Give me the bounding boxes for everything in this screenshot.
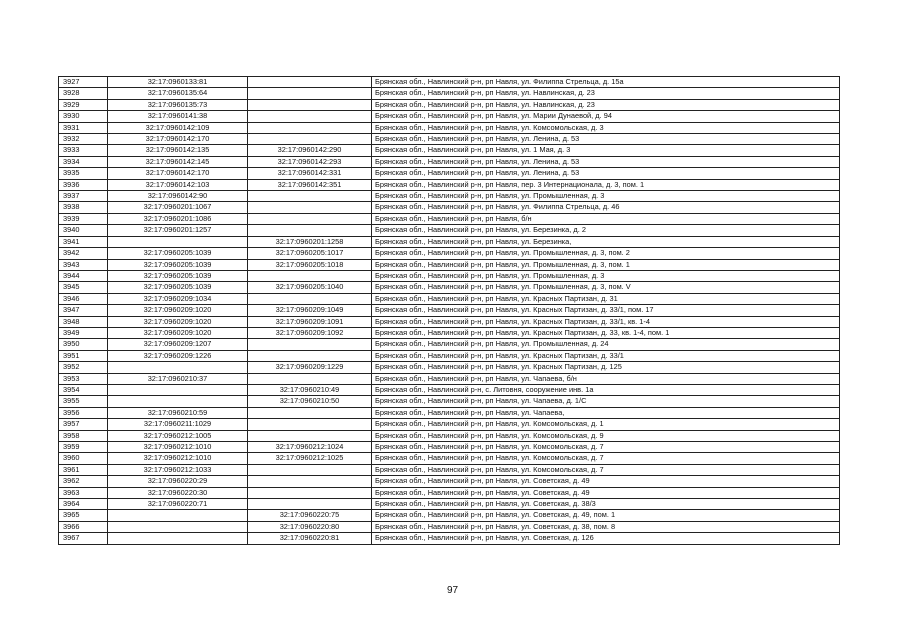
table-row <box>59 487 840 498</box>
object-cadastral-number-cell <box>248 270 372 281</box>
row-number-cell: 3952 <box>59 362 108 373</box>
table-row <box>59 316 840 327</box>
row-number-cell: 3963 <box>59 487 108 498</box>
object-cadastral-number-cell <box>248 134 372 145</box>
cadastral-number-cell: 32:17:0960210:59 <box>108 407 248 418</box>
table-row <box>59 533 840 544</box>
row-number-cell: 3947 <box>59 305 108 316</box>
address-cell: Брянская обл., Навлинский р-н, рп Навля, ул. Навлинская, д. 23 <box>372 88 840 99</box>
table-row <box>59 384 840 395</box>
table-row <box>59 476 840 487</box>
table-row <box>59 362 840 373</box>
address-cell: Брянская обл., Навлинский р-н, рп Навля, ул. Березинка, д. 2 <box>372 225 840 236</box>
row-number-cell: 3951 <box>59 350 108 361</box>
row-number-cell: 3959 <box>59 442 108 453</box>
row-number-cell: 3928 <box>59 88 108 99</box>
table-row <box>59 282 840 293</box>
row-number-cell: 3930 <box>59 111 108 122</box>
cadastral-number-cell <box>108 533 248 544</box>
row-number-cell: 3939 <box>59 213 108 224</box>
address-cell: Брянская обл., Навлинский р-н, рп Навля, ул. Филиппа Стрельца, д. 15а <box>372 77 840 88</box>
row-number-cell: 3936 <box>59 179 108 190</box>
address-cell: Брянская обл., Навлинский р-н, рп Навля, ул. Промышленная, д. 3, пом. 1 <box>372 259 840 270</box>
address-cell: Брянская обл., Навлинский р-н, рп Навля, ул. Комсомольская, д. 9 <box>372 430 840 441</box>
cadastral-number-cell: 32:17:0960142:145 <box>108 156 248 167</box>
row-number-cell: 3954 <box>59 384 108 395</box>
row-number-cell: 3933 <box>59 145 108 156</box>
cadastral-number-cell: 32:17:0960211:1029 <box>108 419 248 430</box>
address-cell: Брянская обл., Навлинский р-н, рп Навля, ул. Красных Партизан, д. 33, кв. 1-4, пом. 1 <box>372 327 840 338</box>
address-cell: Брянская обл., Навлинский р-н, рп Навля, ул. Комсомольская, д. 7 <box>372 442 840 453</box>
address-cell: Брянская обл., Навлинский р-н, рп Навля, ул. Советская, д. 38, пом. 8 <box>372 521 840 532</box>
row-number-cell: 3934 <box>59 156 108 167</box>
table-row <box>59 521 840 532</box>
table-row <box>59 248 840 259</box>
object-cadastral-number-cell <box>248 202 372 213</box>
row-number-cell: 3957 <box>59 419 108 430</box>
cadastral-number-cell: 32:17:0960209:1207 <box>108 339 248 350</box>
table-row <box>59 407 840 418</box>
table-row <box>59 510 840 521</box>
object-cadastral-number-cell <box>248 88 372 99</box>
row-number-cell: 3965 <box>59 510 108 521</box>
address-cell: Брянская обл., Навлинский р-н, рп Навля, ул. Чапаева, <box>372 407 840 418</box>
object-cadastral-number-cell: 32:17:0960142:351 <box>248 179 372 190</box>
table-row <box>59 122 840 133</box>
address-cell: Брянская обл., Навлинский р-н, рп Навля, ул. Березинка, <box>372 236 840 247</box>
address-cell: Брянская обл., Навлинский р-н, рп Навля, ул. Комсомольская, д. 7 <box>372 464 840 475</box>
address-cell: Брянская обл., Навлинский р-н, с. Литовня, сооружение инв. 1а <box>372 384 840 395</box>
object-cadastral-number-cell <box>248 350 372 361</box>
row-number-cell: 3932 <box>59 134 108 145</box>
object-cadastral-number-cell: 32:17:0960210:50 <box>248 396 372 407</box>
row-number-cell: 3956 <box>59 407 108 418</box>
row-number-cell: 3938 <box>59 202 108 213</box>
cadastral-number-cell: 32:17:0960209:1020 <box>108 316 248 327</box>
object-cadastral-number-cell: 32:17:0960210:49 <box>248 384 372 395</box>
table-row <box>59 191 840 202</box>
object-cadastral-number-cell <box>248 407 372 418</box>
row-number-cell: 3950 <box>59 339 108 350</box>
address-cell: Брянская обл., Навлинский р-н, рп Навля, ул. Советская, д. 126 <box>372 533 840 544</box>
object-cadastral-number-cell <box>248 122 372 133</box>
registry-table <box>58 76 840 545</box>
address-cell: Брянская обл., Навлинский р-н, рп Навля, ул. Марии Дунаевой, д. 94 <box>372 111 840 122</box>
object-cadastral-number-cell: 32:17:0960209:1092 <box>248 327 372 338</box>
address-cell: Брянская обл., Навлинский р-н, рп Навля, ул. Промышленная, д. 3, пом. V <box>372 282 840 293</box>
table-row <box>59 213 840 224</box>
cadastral-number-cell: 32:17:0960220:29 <box>108 476 248 487</box>
row-number-cell: 3945 <box>59 282 108 293</box>
cadastral-number-cell <box>108 384 248 395</box>
cadastral-number-cell: 32:17:0960212:1010 <box>108 442 248 453</box>
object-cadastral-number-cell: 32:17:0960205:1017 <box>248 248 372 259</box>
table-row <box>59 327 840 338</box>
address-cell: Брянская обл., Навлинский р-н, рп Навля, ул. Ленина, д. 53 <box>372 168 840 179</box>
cadastral-number-cell: 32:17:0960209:1226 <box>108 350 248 361</box>
table-row <box>59 339 840 350</box>
table-row <box>59 88 840 99</box>
cadastral-number-cell: 32:17:0960135:73 <box>108 99 248 110</box>
object-cadastral-number-cell <box>248 419 372 430</box>
address-cell: Брянская обл., Навлинский р-н, рп Навля, ул. Промышленная, д. 3, пом. 2 <box>372 248 840 259</box>
address-cell: Брянская обл., Навлинский р-н, рп Навля, ул. Советская, д. 49 <box>372 476 840 487</box>
table-row <box>59 442 840 453</box>
cadastral-number-cell: 32:17:0960212:1033 <box>108 464 248 475</box>
row-number-cell: 3940 <box>59 225 108 236</box>
object-cadastral-number-cell <box>248 191 372 202</box>
address-cell: Брянская обл., Навлинский р-н, рп Навля, ул. Филиппа Стрельца, д. 46 <box>372 202 840 213</box>
table-row <box>59 111 840 122</box>
cadastral-number-cell: 32:17:0960201:1257 <box>108 225 248 236</box>
object-cadastral-number-cell <box>248 430 372 441</box>
table-row <box>59 293 840 304</box>
object-cadastral-number-cell: 32:17:0960142:293 <box>248 156 372 167</box>
address-cell: Брянская обл., Навлинский р-н, рп Навля, ул. Красных Партизан, д. 31 <box>372 293 840 304</box>
row-number-cell: 3964 <box>59 499 108 510</box>
table-row <box>59 305 840 316</box>
object-cadastral-number-cell: 32:17:0960209:1049 <box>248 305 372 316</box>
row-number-cell: 3962 <box>59 476 108 487</box>
object-cadastral-number-cell: 32:17:0960220:75 <box>248 510 372 521</box>
cadastral-number-cell: 32:17:0960142:170 <box>108 134 248 145</box>
address-cell: Брянская обл., Навлинский р-н, рп Навля, б/н <box>372 213 840 224</box>
object-cadastral-number-cell: 32:17:0960220:80 <box>248 521 372 532</box>
cadastral-number-cell: 32:17:0960142:103 <box>108 179 248 190</box>
object-cadastral-number-cell <box>248 476 372 487</box>
address-cell: Брянская обл., Навлинский р-н, рп Навля, ул. Красных Партизан, д. 33/1, кв. 1-4 <box>372 316 840 327</box>
table-row <box>59 156 840 167</box>
table-row <box>59 99 840 110</box>
object-cadastral-number-cell <box>248 293 372 304</box>
address-cell: Брянская обл., Навлинский р-н, рп Навля, ул. Промышленная, д. 24 <box>372 339 840 350</box>
cadastral-number-cell <box>108 396 248 407</box>
table-row <box>59 168 840 179</box>
row-number-cell: 3958 <box>59 430 108 441</box>
row-number-cell: 3961 <box>59 464 108 475</box>
address-cell: Брянская обл., Навлинский р-н, рп Навля, ул. Советская, д. 49 <box>372 487 840 498</box>
table-row <box>59 464 840 475</box>
cadastral-number-cell: 32:17:0960205:1039 <box>108 270 248 281</box>
cadastral-number-cell: 32:17:0960220:30 <box>108 487 248 498</box>
cadastral-number-cell: 32:17:0960209:1020 <box>108 327 248 338</box>
object-cadastral-number-cell <box>248 111 372 122</box>
address-cell: Брянская обл., Навлинский р-н, рп Навля, ул. Чапаева, д. 1/С <box>372 396 840 407</box>
row-number-cell: 3953 <box>59 373 108 384</box>
table-row <box>59 453 840 464</box>
object-cadastral-number-cell <box>248 487 372 498</box>
row-number-cell: 3937 <box>59 191 108 202</box>
object-cadastral-number-cell: 32:17:0960205:1018 <box>248 259 372 270</box>
row-number-cell: 3955 <box>59 396 108 407</box>
cadastral-number-cell: 32:17:0960212:1010 <box>108 453 248 464</box>
cadastral-number-cell: 32:17:0960142:90 <box>108 191 248 202</box>
address-cell: Брянская обл., Навлинский р-н, рп Навля, пер. 3 Интернационала, д. 3, пом. 1 <box>372 179 840 190</box>
address-cell: Брянская обл., Навлинский р-н, рп Навля, ул. Красных Партизан, д. 125 <box>372 362 840 373</box>
object-cadastral-number-cell: 32:17:0960201:1258 <box>248 236 372 247</box>
address-cell: Брянская обл., Навлинский р-н, рп Навля, ул. Красных Партизан, д. 33/1 <box>372 350 840 361</box>
row-number-cell: 3942 <box>59 248 108 259</box>
cadastral-number-cell: 32:17:0960205:1039 <box>108 259 248 270</box>
cadastral-number-cell <box>108 510 248 521</box>
address-cell: Брянская обл., Навлинский р-н, рп Навля, ул. Навлинская, д. 23 <box>372 99 840 110</box>
table-row <box>59 350 840 361</box>
row-number-cell: 3946 <box>59 293 108 304</box>
address-cell: Брянская обл., Навлинский р-н, рп Навля, ул. Советская, д. 38/3 <box>372 499 840 510</box>
table-row <box>59 145 840 156</box>
object-cadastral-number-cell <box>248 339 372 350</box>
object-cadastral-number-cell <box>248 99 372 110</box>
page-number: 97 <box>446 585 459 596</box>
cadastral-number-cell: 32:17:0960201:1086 <box>108 213 248 224</box>
row-number-cell: 3943 <box>59 259 108 270</box>
row-number-cell: 3935 <box>59 168 108 179</box>
cadastral-number-cell: 32:17:0960205:1039 <box>108 248 248 259</box>
table-row <box>59 77 840 88</box>
registry-table-body <box>59 77 840 545</box>
cadastral-number-cell: 32:17:0960142:135 <box>108 145 248 156</box>
cadastral-number-cell: 32:17:0960142:109 <box>108 122 248 133</box>
cadastral-number-cell: 32:17:0960205:1039 <box>108 282 248 293</box>
cadastral-number-cell: 32:17:0960209:1020 <box>108 305 248 316</box>
cadastral-number-cell: 32:17:0960220:71 <box>108 499 248 510</box>
address-cell: Брянская обл., Навлинский р-н, рп Навля, ул. Ленина, д. 53 <box>372 156 840 167</box>
object-cadastral-number-cell: 32:17:0960142:331 <box>248 168 372 179</box>
address-cell: Брянская обл., Навлинский р-н, рп Навля, ул. Промышленная, д. 3 <box>372 270 840 281</box>
object-cadastral-number-cell: 32:17:0960220:81 <box>248 533 372 544</box>
table-row <box>59 202 840 213</box>
cadastral-number-cell: 32:17:0960141:38 <box>108 111 248 122</box>
cadastral-number-cell: 32:17:0960212:1005 <box>108 430 248 441</box>
object-cadastral-number-cell <box>248 225 372 236</box>
table-row <box>59 430 840 441</box>
address-cell: Брянская обл., Навлинский р-н, рп Навля, ул. Комсомольская, д. 7 <box>372 453 840 464</box>
cadastral-number-cell: 32:17:0960201:1067 <box>108 202 248 213</box>
table-row <box>59 419 840 430</box>
table-row <box>59 225 840 236</box>
row-number-cell: 3941 <box>59 236 108 247</box>
cadastral-number-cell <box>108 362 248 373</box>
row-number-cell: 3960 <box>59 453 108 464</box>
object-cadastral-number-cell: 32:17:0960142:290 <box>248 145 372 156</box>
row-number-cell: 3949 <box>59 327 108 338</box>
table-row <box>59 499 840 510</box>
table-row <box>59 134 840 145</box>
object-cadastral-number-cell <box>248 77 372 88</box>
row-number-cell: 3967 <box>59 533 108 544</box>
object-cadastral-number-cell <box>248 213 372 224</box>
object-cadastral-number-cell <box>248 499 372 510</box>
address-cell: Брянская обл., Навлинский р-н, рп Навля, ул. 1 Мая, д. 3 <box>372 145 840 156</box>
table-row <box>59 179 840 190</box>
cadastral-number-cell <box>108 236 248 247</box>
cadastral-number-cell: 32:17:0960209:1034 <box>108 293 248 304</box>
cadastral-number-cell: 32:17:0960210:37 <box>108 373 248 384</box>
row-number-cell: 3927 <box>59 77 108 88</box>
address-cell: Брянская обл., Навлинский р-н, рп Навля, ул. Комсомольская, д. 3 <box>372 122 840 133</box>
row-number-cell: 3966 <box>59 521 108 532</box>
object-cadastral-number-cell: 32:17:0960209:1229 <box>248 362 372 373</box>
object-cadastral-number-cell: 32:17:0960209:1091 <box>248 316 372 327</box>
address-cell: Брянская обл., Навлинский р-н, рп Навля, ул. Комсомольская, д. 1 <box>372 419 840 430</box>
object-cadastral-number-cell: 32:17:0960212:1024 <box>248 442 372 453</box>
address-cell: Брянская обл., Навлинский р-н, рп Навля, ул. Красных Партизан, д. 33/1, пом. 17 <box>372 305 840 316</box>
address-cell: Брянская обл., Навлинский р-н, рп Навля, ул. Промышленная, д. 3 <box>372 191 840 202</box>
cadastral-number-cell: 32:17:0960142:170 <box>108 168 248 179</box>
row-number-cell: 3931 <box>59 122 108 133</box>
object-cadastral-number-cell: 32:17:0960212:1025 <box>248 453 372 464</box>
cadastral-number-cell <box>108 521 248 532</box>
table-row <box>59 270 840 281</box>
address-cell: Брянская обл., Навлинский р-н, рп Навля, ул. Советская, д. 49, пом. 1 <box>372 510 840 521</box>
table-row <box>59 396 840 407</box>
address-cell: Брянская обл., Навлинский р-н, рп Навля, ул. Ленина, д. 53 <box>372 134 840 145</box>
row-number-cell: 3929 <box>59 99 108 110</box>
object-cadastral-number-cell <box>248 373 372 384</box>
address-cell: Брянская обл., Навлинский р-н, рп Навля, ул. Чапаева, б/н <box>372 373 840 384</box>
row-number-cell: 3944 <box>59 270 108 281</box>
object-cadastral-number-cell <box>248 464 372 475</box>
table-row <box>59 236 840 247</box>
table-row <box>59 259 840 270</box>
object-cadastral-number-cell: 32:17:0960205:1040 <box>248 282 372 293</box>
cadastral-number-cell: 32:17:0960135:64 <box>108 88 248 99</box>
table-row <box>59 373 840 384</box>
cadastral-number-cell: 32:17:0960133:81 <box>108 77 248 88</box>
row-number-cell: 3948 <box>59 316 108 327</box>
